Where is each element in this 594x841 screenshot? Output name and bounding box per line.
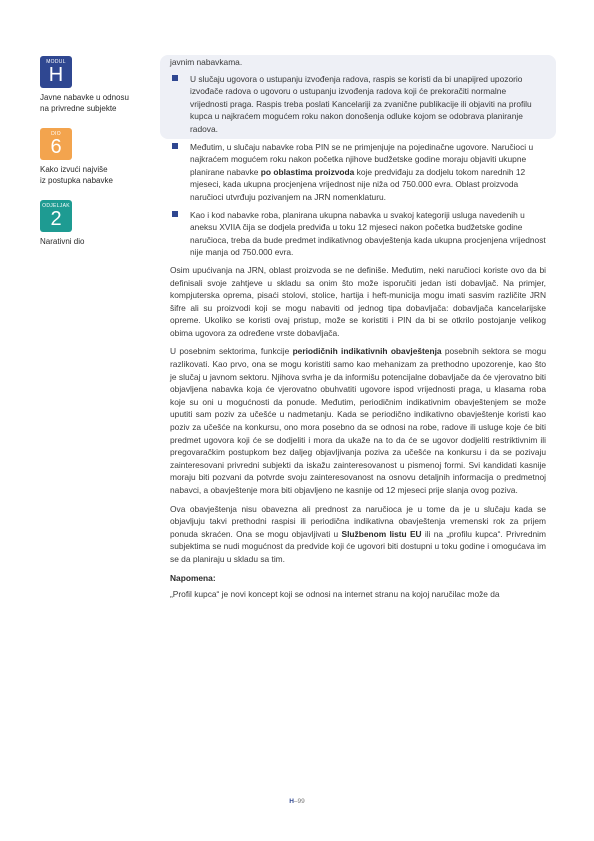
bullet-text-part: Međutim, u slučaju nabavke roba PIN se ne primjenjuje na pojedinačne ugovore. Naručioci u najkraćem mogućem roku nakon početka njihove budžetske godine moraju objaviti ukupne planirane nabavke (190, 141, 534, 177)
sidebar (40, 56, 150, 261)
bullet-text (190, 141, 546, 204)
bullet-text: Kao i kod nabavke roba, planirana ukupna nabavka u svakoj kategoriji usluga navedenih u aneksu XVIIA čija se dodjela predviđa u toku 12 mjeseci nakon početka budžetske godine naručioca, treba da bude predmet indikativnog obavještenja kada ukupna procjenjena vrijednost nije manja od 750.000 evra. (190, 209, 546, 258)
bullet-square-icon (172, 75, 178, 81)
dio-label-line-1: Kako izvući najviše (40, 165, 108, 174)
paragraph-part: posebnih sektora se mogu razlikovati. Kao prvo, ona se mogu koristiti samo kao mehanizam za prethodno upozorenje, kao što je slučaj u javnom sektoru. Njihova svrha je da informišu potencijalne dobavljače da će vjerovatno biti objavljena nabavka koja će vjerovatno obuhvatiti ugovore ispod vrijednosti praga, u klasama roba koje su oni u mogućnosti da ponude. Međutim, periodičnim indikativnim obavještenjem se može uputiti sam poziv za učešće u nadmetanju. Kada se periodično indikativno obavještenje koristi kao poziv za učešće na konkursu, ono mora posebno da se odnosi na robe, radove ili usluge koje će biti predmet ugovora koji će se dodjeliti i mora da ukaže na to da će se ugovor dodjeliti restriktivnim ili pregovaračkim postupkom bez daljeg objavljivanja poziva za učešće na konkursu i da se pozivaju zainteresovani privredni subjekti da iskažu zainteresovanost u pismenoj formi. Svi kandidati kasnije moraju biti pozvani da potvrde svoju zainteresovanost na osnovu detaljnih informacija o predmetnoj nabavci, a obavještenje mora biti objavljeno ne kasnije od 12 mjeseci prije slanja ovog poziva. (170, 346, 546, 495)
page-number-value: –99 (293, 798, 305, 805)
bullet-item (170, 141, 546, 204)
bullet-text: U slučaju ugovora o ustupanju izvođenja radova, raspis se koristi da bi unapijred upozorio izvođače radova o ugovoru o ustupanju izvođenja radova koji će prekoračiti normalne vrijednosti praga. Raspis treba poslati Kancelariji za zvanične publikacije ili objaviti na profilu kupca u najkraćem mogućem roku nakon donošenja odluke kojom se odobrava planiranje radova. (190, 73, 532, 134)
note-text: „Profil kupca“ je novi koncept koji se odnosi na internet stranu na kojoj naručilac može da (170, 589, 500, 600)
modul-badge-caption: MODUL (46, 59, 66, 65)
odjeljak-block (40, 200, 150, 247)
paragraph (170, 345, 546, 496)
paragraph-bold: periodičnih indikativnih obavještenja (292, 346, 442, 357)
paragraph-part: U posebnim sektorima, funkcije (170, 346, 293, 357)
page-number-prefix: H (289, 798, 294, 805)
odjeljak-badge-number: 2 (50, 208, 62, 230)
paragraph (170, 503, 546, 566)
paragraph-bold: Službenom listu EU (341, 528, 422, 539)
odjeljak-badge (40, 200, 72, 232)
odjeljak-label (40, 236, 150, 247)
odjeljak-badge-caption: ODJELJAK (42, 203, 70, 209)
dio-label (40, 164, 150, 186)
bullet-text-part: koje predviđaju za dodjelu tokom narednih 12 mjeseci, kada ukupna procjenjena vrijednost nije niža od 750.000 evra. Oblast proizvoda naručioci utvrđuju pozivanjem na JRN nomenklaturu. (190, 166, 526, 202)
dio-badge-caption: DIO (51, 131, 61, 137)
bullet-item (170, 73, 546, 136)
dio-block (40, 128, 150, 186)
main-content (170, 56, 546, 607)
dio-badge-number: 6 (50, 136, 62, 158)
paragraph: Osim upućivanja na JRN, oblast proizvoda se ne definiše. Međutim, neki naručioci koriste ovo da bi definisali svoje zahtjeve u skladu sa onim što može isporučiti jedan isti dobavljač. Na primjer, kompjuterska oprema, pisaći stolovi, stolice, hartija i heft-municija mogu imati sasvim različite JRN šifre ali su proizvodi koji se mogu nabaviti od jednog tipa dobavljača: dobavljača kancelarijske opreme. Ukoliko se koristi ovaj pristup, može se koristiti i PIN da bi se otkrilo postojanje velikog obima ugovora za određene vrste dobavljača. (170, 264, 546, 338)
page-number (0, 798, 594, 805)
bullet-text-bold: po oblastima proizvoda (260, 166, 355, 177)
modul-label (40, 92, 150, 114)
bullet-square-icon (172, 143, 178, 149)
intro-line: javnim nabavkama. (170, 57, 243, 67)
modul-badge-letter: H (48, 64, 64, 86)
odjeljak-label-line-1: Narativni dio (40, 237, 85, 246)
note-heading: Napomena: (170, 572, 216, 583)
modul-label-line-2: na privredne subjekte (40, 104, 117, 113)
paragraph-part: ili na „profilu kupca“. Privrednim subjektima se nudi mogućnost da predvide koji će ugovori biti dostupni u toku godine i omogućava im se da planiraju u skladu sa tim. (170, 528, 546, 564)
dio-label-line-2: iz postupka nabavke (40, 176, 113, 185)
modul-badge (40, 56, 72, 88)
paragraph-part: Ova obavještenja nisu obavezna ali prednost za naručioca je u tome da je u slučaju kada se objavljuju takvi prethodni raspisi ili periodična indikativna obavještenja vremenski rok za prijem ponuda skraćen. Ona se mogu objavljivati u (170, 503, 546, 539)
dio-badge (40, 128, 72, 160)
bullet-square-icon (172, 211, 178, 217)
bullet-item (170, 209, 546, 259)
modul-block (40, 56, 150, 114)
modul-label-line-1: Javne nabavke u odnosu (40, 93, 129, 102)
